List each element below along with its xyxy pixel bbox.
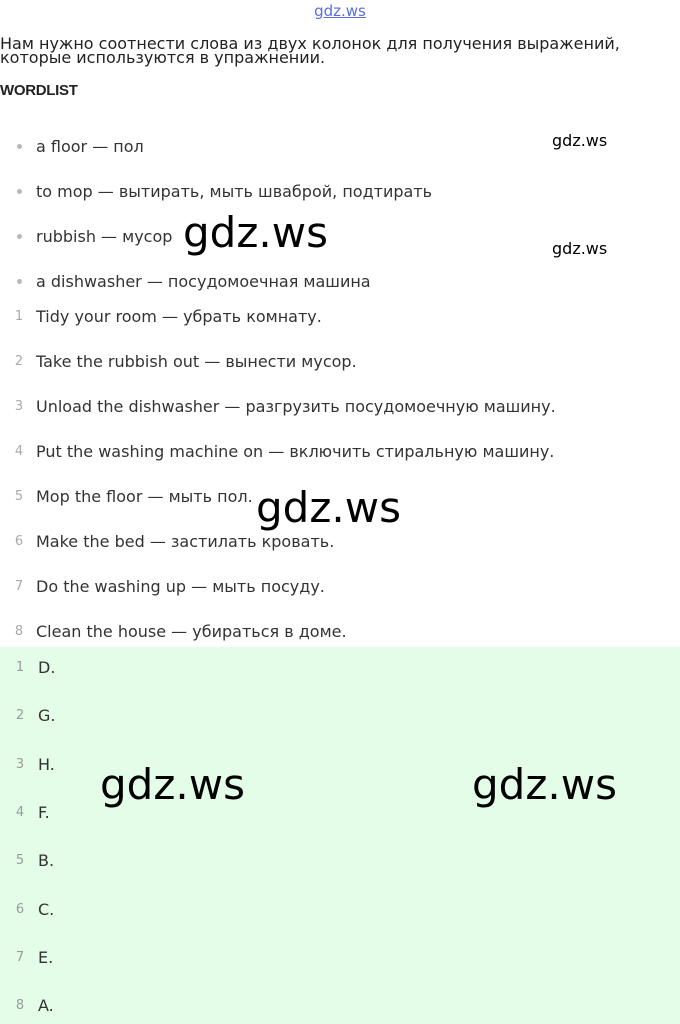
wordlist-item-text: a dishwasher — посудомоечная машина [36, 271, 371, 291]
watermark: gdz.ws [183, 208, 328, 257]
bullet-icon [17, 234, 22, 239]
answer-value: C. [38, 899, 55, 919]
answer-number: 5 [15, 852, 25, 868]
wordlist-item-text: to mop — вытирать, мыть шваброй, подтирать [36, 181, 433, 201]
answer-value: B. [38, 850, 55, 870]
answer-number: 6 [15, 901, 25, 917]
phrase-number: 4 [14, 443, 24, 459]
answer-value: F. [38, 802, 50, 822]
wordlist-item-text: a floor — пол [36, 136, 144, 156]
phrase-number: 5 [14, 488, 24, 504]
answer-number: 7 [15, 949, 25, 965]
phrase-text: Take the rubbish out — вынести мусор. [36, 351, 357, 371]
bullet-icon [17, 189, 22, 194]
phrase-text: Put the washing machine on — включить стиральную машину. [36, 441, 555, 461]
answer-number: 4 [15, 804, 25, 820]
wordlist-title: WORDLIST [0, 82, 78, 99]
phrase-number: 2 [14, 353, 24, 369]
phrase-text: Unload the dishwasher — разгрузить посудомоечную машину. [36, 396, 556, 416]
phrase-text: Make the bed — застилать кровать. [36, 531, 335, 551]
bullet-icon [17, 279, 22, 284]
phrase-number: 6 [14, 533, 24, 549]
answer-number: 3 [15, 756, 25, 772]
answer-value: E. [38, 947, 54, 967]
answer-value: A. [38, 995, 54, 1015]
phrase-number: 3 [14, 398, 24, 414]
answers-panel [0, 647, 680, 1024]
phrase-text: Mop the floor — мыть пол. [36, 486, 253, 506]
answer-number: 1 [15, 659, 25, 675]
watermark: gdz.ws [552, 239, 608, 258]
intro-text: Нам нужно соотнести слова из двух колонок для получения выражений, [0, 34, 620, 53]
phrase-number: 7 [14, 578, 24, 594]
answer-number: 8 [15, 997, 25, 1013]
intro-cut-line [0, 48, 326, 72]
phrase-number: 8 [14, 623, 24, 639]
watermark: gdz.ws [552, 131, 608, 150]
phrase-text: Do the washing up — мыть посуду. [36, 576, 325, 596]
answer-value: D. [38, 657, 56, 677]
bullet-icon [17, 144, 22, 149]
wordlist-item-text: rubbish — мусор [36, 226, 173, 246]
site-header-link[interactable]: gdz.ws [314, 2, 366, 20]
answer-number: 2 [15, 707, 25, 723]
watermark: gdz.ws [256, 483, 401, 532]
answer-value: G. [38, 705, 56, 725]
phrase-text: Tidy your room — убрать комнату. [36, 306, 322, 326]
watermark: gdz.ws [100, 760, 245, 809]
intro-cut-text: которые используются в упражнении. [0, 48, 326, 67]
watermark: gdz.ws [472, 760, 617, 809]
phrase-text: Clean the house — убираться в доме. [36, 621, 347, 641]
answer-value: H. [38, 754, 55, 774]
phrase-number: 1 [14, 308, 24, 324]
